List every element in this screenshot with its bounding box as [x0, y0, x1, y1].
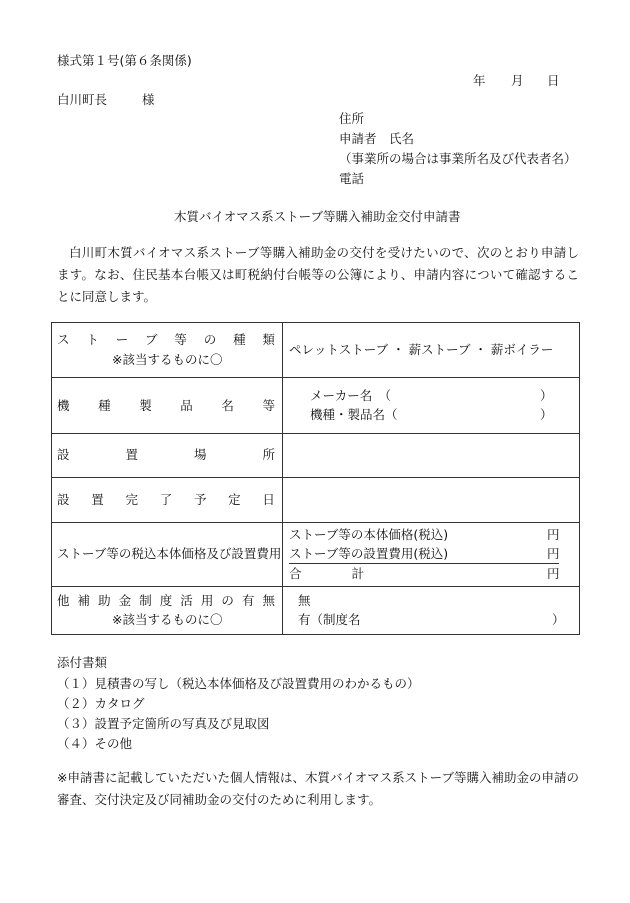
document-title: 木質バイオマス系ストーブ等購入補助金交付申請書	[174, 209, 461, 224]
date-day: 日	[547, 73, 560, 88]
price-setup-unit: 円	[547, 546, 560, 561]
privacy-note: ※申請書に記載していただいた個人情報は、木質バイオマス系ストーブ等購入補助金の申請の審査、交付決定及び同補助金の交付のために利用します。	[57, 770, 579, 807]
business-note: （事業所の場合は事業所名及び代表者名）	[339, 151, 577, 166]
address-label: 住所	[339, 111, 365, 126]
other-subsidy-yes[interactable]: 有（制度名	[298, 612, 361, 627]
price-setup-label: ストーブ等の設置費用(税込)	[289, 546, 449, 561]
model-close: ）	[540, 407, 553, 422]
other-subsidy-none[interactable]: 無	[298, 593, 311, 608]
price-total-label: 合 計	[289, 566, 365, 581]
stove-type-label: ス ト ー ブ 等 の 種 類	[57, 332, 275, 347]
addressee-name: 白川町長	[57, 92, 108, 107]
attachment-item: （２）カタログ	[57, 696, 145, 711]
completion-date-label: 設 置 完 了 予 定 日	[57, 492, 275, 507]
install-location-field[interactable]	[289, 449, 574, 465]
stove-type-options[interactable]: ペレットストーブ ・ 薪ストーブ ・ 薪ボイラー	[289, 342, 554, 357]
price-body-label: ストーブ等の本体価格(税込)	[289, 527, 449, 542]
price-body-unit: 円	[547, 527, 560, 542]
form-number: 様式第１号(第６条関係)	[57, 53, 192, 68]
model-label: 機 種 製 品 名 等	[57, 398, 275, 413]
body-paragraph: 白川町木質バイオマス系ストーブ等購入補助金の交付を受けたいので、次のとおり申請します。なお、住民基本台帳又は町税納付台帳等の公簿により、申請内容について確認することに同意します。	[57, 245, 579, 304]
phone-label: 電話	[339, 171, 365, 186]
stove-type-note: ※該当するものに〇	[112, 352, 223, 367]
model-name-label: 機種・製品名（	[310, 407, 398, 422]
addressee-honorific: 様	[142, 92, 155, 107]
attachment-item: （４）その他	[57, 736, 133, 751]
date-year: 年	[473, 73, 486, 88]
maker-label: メーカー名 （	[310, 388, 392, 403]
other-subsidy-label: 他 補 助 金 制 度 活 用 の 有 無	[57, 593, 275, 608]
price-total-unit: 円	[547, 566, 560, 581]
price-label: ストーブ等の税込本体価格及び設置費用	[57, 546, 282, 561]
maker-close: ）	[540, 388, 553, 403]
other-subsidy-yes-close: ）	[552, 612, 565, 627]
attachments-heading: 添付書類	[57, 655, 108, 670]
applicant-label: 申請者 氏名	[339, 131, 415, 146]
date-month: 月	[511, 73, 524, 88]
completion-date-field[interactable]	[289, 494, 574, 510]
attachment-item: （１）見積書の写し（税込本体価格及び設置費用のわかるもの）	[57, 676, 420, 691]
attachment-item: （３）設置予定箇所の写真及び見取図	[57, 716, 270, 731]
install-location-label: 設 置 場 所	[57, 447, 275, 462]
other-subsidy-note: ※該当するものに〇	[112, 612, 223, 627]
